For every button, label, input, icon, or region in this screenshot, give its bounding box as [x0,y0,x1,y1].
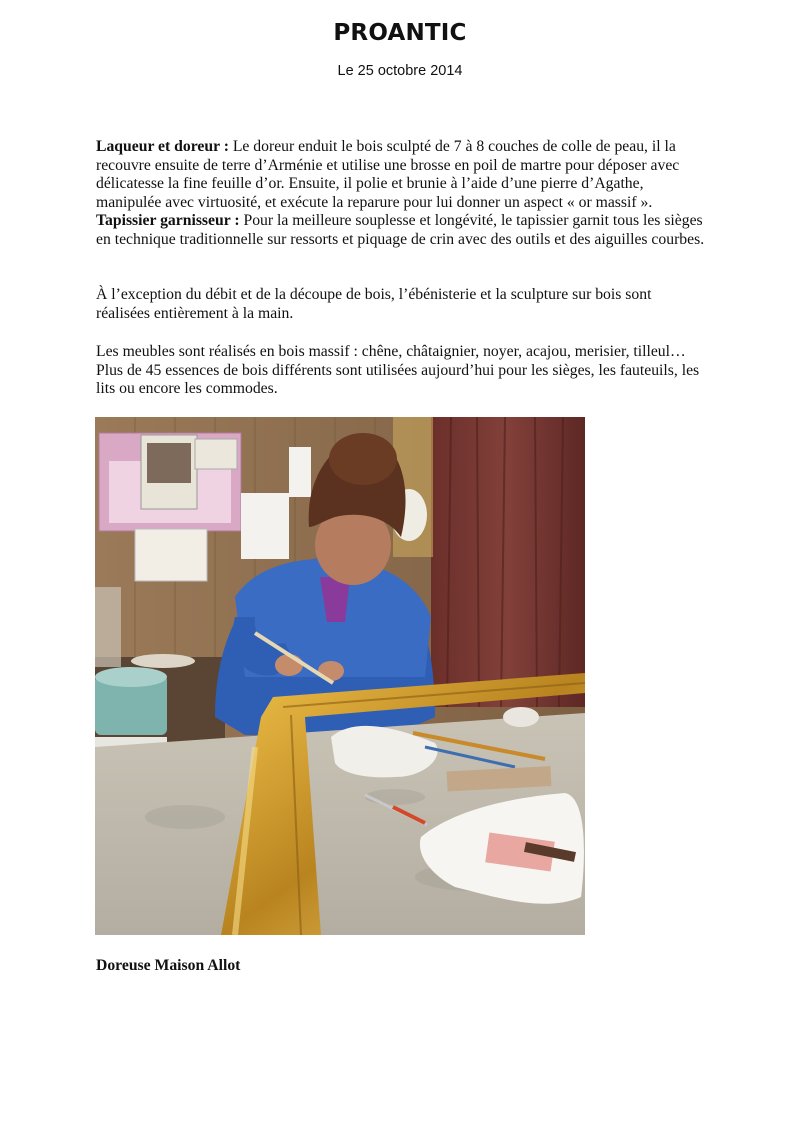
page-date: Le 25 octobre 2014 [337,63,463,79]
workshop-photo [95,417,585,935]
text-tapissier: Pour la meilleure souplesse et longévité, le tapissier garnit tous les sièges en technique traditionnelle sur ressorts et piquage de crin avec des outils et des aiguilles courbes. [96,212,705,248]
paragraph-handmade: À l’exception du débit et de la découpe de bois, l’ébénisterie et la sculpture sur bois sont réalisées entièrement à la main. [96,286,652,322]
page-title: PROANTIC [333,20,467,46]
label-laqueur: Laqueur et doreur : [96,138,229,155]
paragraph-craftsmen [96,138,706,249]
paragraph-woods: Les meubles sont réalisés en bois massif : chêne, châtaignier, noyer, acajou, merisier, tilleul… Plus de 45 essences de bois différents sont utilisées aujourd’hui pour les sièges, les fauteuils, les lits ou encore les commodes. [96,343,700,397]
label-tapissier: Tapissier garnisseur : [96,212,240,229]
photo-caption: Doreuse Maison Allot [96,957,241,974]
text-laqueur: Le doreur enduit le bois sculpté de 7 à 8 couches de colle de peau, il la recouvre ensuite de terre d’Arménie et utilise une brosse en poil de martre pour déposer avec délicatesse la fine feuille d’or. Ensuite, il polie et brunie à l’aide d’une pierre d’Agathe, manipulée avec virtuosité, et exécute la reparure pour lui donner un aspect « or massif ». [96,138,680,211]
gilder-illustration [95,417,585,935]
